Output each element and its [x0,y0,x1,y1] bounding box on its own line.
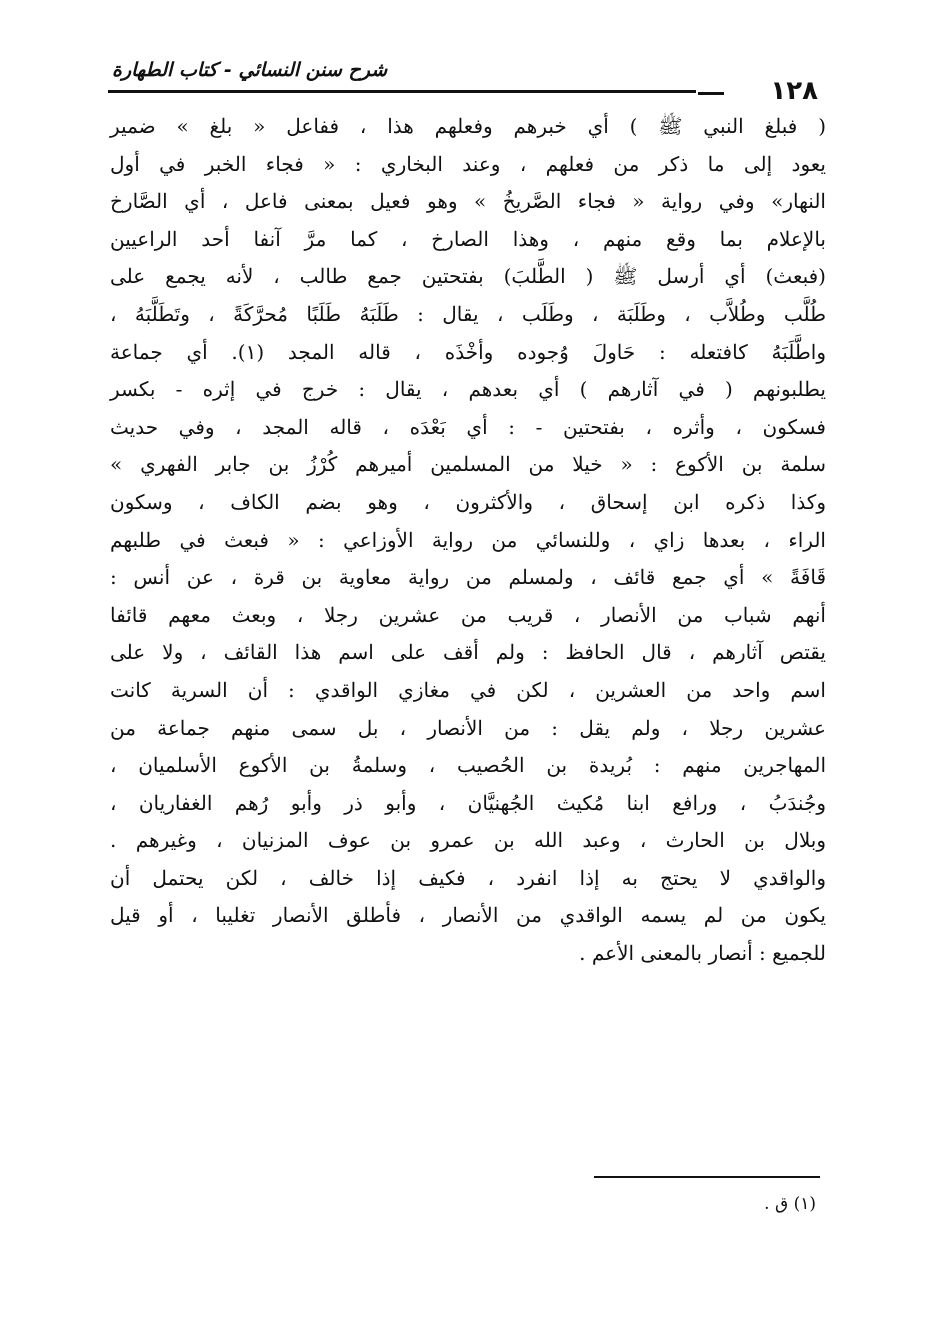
text-line: يعود إلى ما ذكر من فعلهم ، وعند البخاري : « فجاء الخبر في أول [110,151,826,176]
text-line: طُلَّب وطُلاَّب ، وطَلَبَة ، وطَلَب ، يقال : طَلَبَهُ طَلَبًا مُحرَّكَةً ، وتَطَلَّبَهُ ، [110,301,826,326]
text-line: النهار» وفي رواية « فجاء الصَّريخُ » وهو فعيل بمعنى فاعل ، أي الصَّارخ [110,189,826,214]
page-number-dash [698,92,724,95]
text-line: وبلال بن الحارث ، وعبد الله بن عمرو بن عوف المزنيان ، وغيرهم . [110,828,826,853]
text-line: واطَّلَبَهُ كافتعله : حَاولَ وُجوده وأخْذَه ، قاله المجد (١). أي جماعة [110,339,826,364]
text-line: يقتص آثارهم ، قال الحافظ : ولم أقف على اسم هذا القائف ، ولا على [110,640,826,665]
text-line: يكون من لم يسمه الواقدي من الأنصار ، فأطلق الأنصار تغليبا ، أو قيل [110,903,826,928]
text-line: الراء ، بعدها زاي ، وللنسائي من رواية الأوزاعي : « فبعث في طلبهم [110,527,826,552]
text-line: فسكون ، وأثره ، بفتحتين - : أي بَعْدَه ، قاله المجد ، وفي حديث [110,414,826,439]
footnote-rule [594,1176,820,1178]
text-line: عشرين رجلا ، ولم يقل : من الأنصار ، بل سمى منهم جماعة من [110,715,826,740]
text-line: والواقدي لا يحتج به إذا انفرد ، فكيف إذا خالف ، لكن يحتمل أن [110,865,826,890]
body-text [110,108,826,973]
text-line: وكذا ذكره ابن إسحاق ، والأكثرون ، وهو بضم الكاف ، وسكون [110,489,826,514]
text-line: أنهم شباب من الأنصار ، قريب من عشرين رجلا ، وبعث معهم قائفا [110,602,826,627]
text-line: المهاجرين منهم : بُريدة بن الحُصيب ، وسلمةُ بن الأكوع الأسلميان ، [110,753,826,778]
text-line: للجميع : أنصار بالمعنى الأعم . [579,941,826,966]
text-line: بالإعلام بما وقع منهم ، وهذا الصارخ ، كما مرَّ آنفا أحد الراعيين [110,226,826,251]
text-line: وجُندَبُ ، ورافع ابنا مُكيث الجُهنيَّان ، وأبو ذر وأبو رُهم الغفاريان ، [110,790,826,815]
text-line: (فبعث) أي أرسل ﷺ ( الطَّلبَ) بفتحتين جمع طالب ، لأنه يجمع على [110,264,826,289]
text-line: ( فبلغ النبي ﷺ ) أي خبرهم وفعلهم هذا ، ففاعل « بلغ » ضمير [110,114,826,138]
text-line: يطلبونهم ( في آثارهم ) أي بعدهم ، يقال : خرج في إثره - بكسر [110,377,826,402]
page-header [108,58,824,106]
running-title: شرح سنن النسائي - كتاب الطهارة [112,59,388,81]
text-line: سلمة بن الأكوع : « خيلا من المسلمين أميرهم كُرْزُ بن جابر الفهري » [110,452,826,477]
footnote: (١) ق . [764,1194,816,1214]
text-line: قَافَةً » أي جمع قائف ، ولمسلم من رواية معاوية بن قرة ، عن أنس : [110,565,826,590]
header-rule [108,90,696,93]
page-number: ١٢٨ [770,76,818,106]
text-line: اسم واحد من العشرين ، لكن في مغازي الواقدي : أن السرية كانت [110,677,826,702]
